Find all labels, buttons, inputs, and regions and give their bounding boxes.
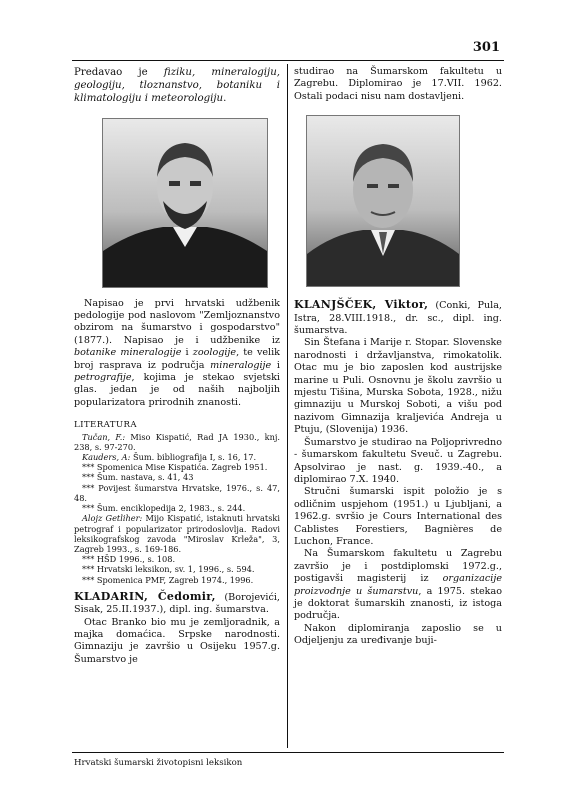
- literature-heading: LITERATURA: [74, 420, 137, 431]
- literature-reference: *** Šum. nastava, s. 41, 43: [82, 472, 194, 483]
- literature-reference: *** Hrvatski leksikon, sv. 1, 1996., s. 594.: [82, 564, 255, 575]
- portrait-photo-kispatic: [102, 118, 268, 288]
- text-segment: , te velik broj rasprava iz područja: [74, 347, 280, 371]
- italic-term: zoologije: [192, 347, 237, 359]
- right-column: [294, 66, 502, 648]
- literature-item: [74, 483, 280, 503]
- footer-text: Hrvatski šumarski životopisni leksikon: [74, 758, 243, 768]
- literature-reference: Šum. bibliografija I, s. 16, 17.: [130, 452, 257, 463]
- text-segment: i: [271, 359, 280, 371]
- text-segment: Na Šumarskom fakultetu u Zagrebu završio je i postdiplomski 1972.g., postigavši magisterij iz: [294, 548, 502, 585]
- entry-name: KLADARIN, Čedomir,: [74, 589, 216, 603]
- text-segment: Stručni šumarski ispit položio je s odličnim uspjehom (1951.) u Ljubljani, a 1962.g. svršio je Cours International des Cablistes Forestiers, Bagnières de Luchon, France.: [294, 486, 502, 547]
- column-divider: [287, 64, 288, 748]
- literature-item: [74, 564, 280, 574]
- literature-author: Kauders, A:: [82, 452, 131, 463]
- left-column: [74, 66, 280, 666]
- literature-item: [74, 554, 280, 564]
- page-number: 301: [472, 40, 500, 55]
- literature-item: [74, 462, 280, 472]
- literature-reference: Miso Kispatić, Rad JA 1930., knj. 238, s. 97-270.: [74, 431, 280, 452]
- italic-term: mineralogije: [210, 359, 272, 371]
- literature-reference: *** HŠD 1996., s. 108.: [82, 554, 176, 565]
- entry-paragraph: [294, 548, 502, 622]
- literature-item: [74, 575, 280, 585]
- entry-details: (Conki, Pula, Istra, 28.VIII.1918., dr. sc., dipl. ing. šumarstva.: [294, 300, 502, 337]
- intro-text: Predavao je: [74, 67, 164, 78]
- header-rule: [72, 60, 504, 61]
- literature-item: [74, 503, 280, 513]
- literature-reference: *** Šum. enciklopedija 2, 1983., s. 244.: [82, 503, 246, 514]
- entry-klanjscek: [294, 299, 502, 647]
- text-segment: i: [181, 347, 193, 359]
- entry-kladarin: [74, 591, 280, 666]
- literature-item: [74, 472, 280, 482]
- text-segment: , kojima je stekao svjetski glas. jedan je od naših najboljih popularizatora prirodnih znanosti.: [74, 372, 280, 408]
- italic-term: botanike mineralogije: [74, 347, 182, 359]
- continuation-paragraph: studirao na Šumarskom fakultetu u Zagrebu. Diplomirao je 17.VII. 1962. Ostali podaci nisu nam dostavljeni.: [294, 66, 502, 102]
- literature-list: [74, 432, 280, 585]
- text-segment: Nakon diplomiranja zaposlio se u Odjeljenju za uređivanje buji-: [294, 622, 502, 647]
- entry-paragraph: [294, 486, 502, 548]
- text-segment: Šumarstvo je studirao na Poljoprivredno - šumarskom fakultetu Sveuč. u Zagrebu. Apsolvirao je nast. g. 1939.-40., a diplomirao 7.X. 1940.: [294, 436, 502, 485]
- entry-paragraph: [294, 437, 502, 487]
- literature-reference: Mijo Kispatić, istaknuti hrvatski petrograf i popularizator prirodoslovlja. Radovi leksikografskog zavoda "Miroslav Krleža", 3, Zagreb 1993., s. 169-186.: [74, 513, 281, 554]
- literature-author: Alojz Getliher:: [82, 513, 143, 524]
- literature-item: [74, 432, 280, 452]
- portrait-photo-klanjscek: [306, 115, 460, 287]
- intro-paragraph: [74, 66, 280, 106]
- italic-term: organizacije proizvodnje u šumarstvu: [294, 573, 502, 597]
- text-segment: Napisao je prvi hrvatski udžbenik pedologije pod naslovom "Zemljoznanstvo obzirom na šumarstvo i gospodarstvo" (1877.). Napisao je i udžbenike iz: [74, 297, 280, 346]
- italic-term: petrografije: [74, 372, 132, 384]
- portrait-illustration: [307, 116, 459, 286]
- literature-author: Tučan, F.:: [82, 431, 126, 442]
- entry-paragraph: Otac Branko bio mu je zemljoradnik, a majka domaćica. Srpske narodnosti. Gimnaziju je završio u Osijeku 1957.g. Šumarstvo je: [74, 616, 280, 665]
- literature-item: [74, 513, 280, 554]
- entry-paragraphs: [294, 337, 502, 647]
- entry-details: (Borojevići, Sisak, 25.II.1937.), dipl. ing. šumarstva.: [74, 591, 280, 616]
- left-body-paragraph: [74, 298, 280, 410]
- entry-name: KLANJŠČEK, Viktor,: [294, 298, 429, 312]
- text-segment: , a 1975. stekao je doktorat šumarskih znanosti, iz istoga područja.: [294, 585, 502, 622]
- portrait-illustration: [103, 119, 267, 287]
- intro-subjects: fiziku, mineralogiju, geologiju, tloznanstvo, botaniku i klimatologiju i meteorologiju: [74, 67, 280, 105]
- literature-item: [74, 452, 280, 462]
- footer-rule: [72, 752, 504, 753]
- text-segment: Sin Štefana i Marije r. Stopar. Slovenske narodnosti i državljanstva, rimokatolik. Otac mu je bio zaposlen kod austrijske marine u Puli. Osnovnu je školu završio u mjestu Tišina, Murska Sobota, 1928., nižu gimnaziju u Murskoj Soboti, a višu pod nazivom Gimnazija kraljevića Andreja u Ptuju, (Slovenija) 1936.: [294, 337, 502, 436]
- intro-end: .: [223, 93, 227, 105]
- literature-reference: *** Spomenica Mise Kispatića. Zagreb 1951.: [82, 462, 268, 473]
- literature-reference: *** Spomenica PMF, Zagreb 1974., 1996.: [82, 574, 254, 585]
- entry-paragraph: [294, 623, 502, 648]
- entry-paragraph: [294, 337, 502, 436]
- literature-reference: *** Povijest šumarstva Hrvatske, 1976., s. 47, 48.: [74, 482, 280, 503]
